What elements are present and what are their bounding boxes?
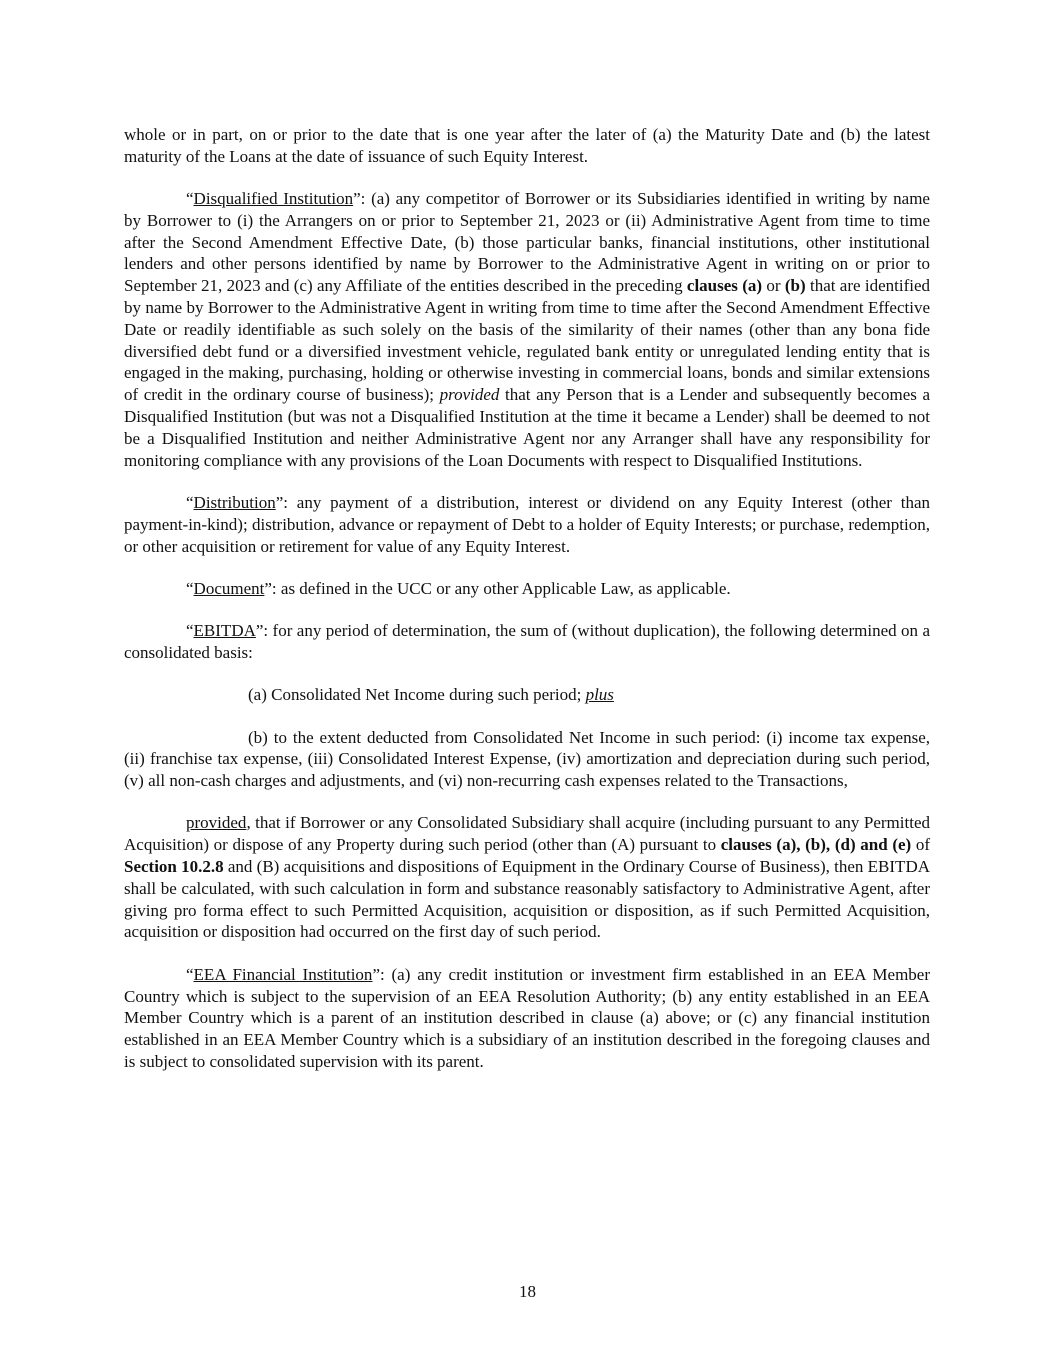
defined-term: EBITDA (193, 621, 256, 641)
definition-document: “Document”: as defined in the UCC or any other Applicable Law, as applicable. (186, 578, 731, 598)
defined-term: Document (193, 578, 265, 598)
document-body (124, 124, 930, 1093)
definition-distribution: “Distribution”: any payment of a distribution, interest or dividend on any Equity Interest (other than payment-in-kind); distribution, advance or repayment of Debt to a holder of Equity Interests; or purchase, redemption, or other acquisition or retirement for value of any Equity Interest. (124, 492, 930, 556)
definition-disqualified-institution: “Disqualified Institution”: (a) any competitor of Borrower or its Subsidiaries identified in writing by name by Borrower to (i) the Arrangers on or prior to September 21, 2023 or (ii) Administrative Agent from time to time after the Second Amendment Effective Date, (b) those particular banks, financial institutions, other institutional lenders and other persons identified by name by Borrower to the Administrative Agent in writing on or prior to September 21, 2023 and (c) any Affiliate of the entities described in the preceding clauses (a) or (b) that are identified by name by Borrower to the Administrative Agent in writing from time to time after the Second Amendment Effective Date or readily identifiable as such solely on the basis of the similarity of their names (other than any bona fide diversified debt fund or a diversified investment vehicle, regulated bank entity or unregulated lending entity that is engaged in the making, purchasing, holding or otherwise investing in commercial loans, bonds and similar extensions of credit in the ordinary course of business); provided that any Person that is a Lender and subsequently becomes a Disqualified Institution (but was not a Disqualified Institution at the time it became a Lender) shall be deemed to not be a Disqualified Institution and neither Administrative Agent nor any Arranger shall have any responsibility for monitoring compliance with any provisions of the Loan Documents with respect to Disqualified Institutions. (124, 189, 931, 470)
defined-term: EEA Financial Institution (193, 964, 373, 984)
defined-term: Disqualified Institution (193, 189, 354, 209)
page-number: 18 (519, 1282, 536, 1301)
ebitda-clause-b: (b) to the extent deducted from Consolidated Net Income in such period: (i) income tax expense, (ii) franchise tax expense, (iii) Consolidated Interest Expense, (iv) amortization and depreciation during such period, (v) all non-cash charges and adjustments, and (vi) non-recurring cash expenses related to the Transactions, (124, 727, 930, 791)
defined-term: Distribution (193, 492, 276, 512)
ebitda-clause-a: (a) Consolidated Net Income during such period; plus (248, 685, 614, 705)
ebitda-proviso: provided, that if Borrower or any Consolidated Subsidiary shall acquire (including pursuant to any Permitted Acquisition) or dispose of any Property during such period (other than (A) pursuant to clauses (a), (b), (d) and (e) of Section 10.2.8 and (B) acquisitions and dispositions of Equipment in the Ordinary Course of Business), then EBITDA shall be calculated, with such calculation in form and substance reasonably satisfactory to Administrative Agent, after giving pro forma effect to such Permitted Acquisition, acquisition or disposition, as if such Permitted Acquisition, acquisition or disposition had occurred on the first day of such period. (124, 813, 931, 942)
definition-ebitda: “EBITDA”: for any period of determination, the sum of (without duplication), the following determined on a consolidated basis: (124, 621, 930, 662)
continuation-paragraph: whole or in part, on or prior to the date that is one year after the later of (a) the Maturity Date and (b) the latest maturity of the Loans at the date of issuance of such Equity Interest. (124, 125, 930, 166)
definition-eea-financial-institution: “EEA Financial Institution”: (a) any credit institution or investment firm established in an EEA Member Country which is subject to the supervision of an EEA Resolution Authority; (b) any entity established in an EEA Member Country which is a parent of an institution described in clause (a) above; or (c) any financial institution established in an EEA Member Country which is a subsidiary of an institution described in the foregoing clauses and is subject to consolidated supervision with its parent. (124, 964, 931, 1071)
